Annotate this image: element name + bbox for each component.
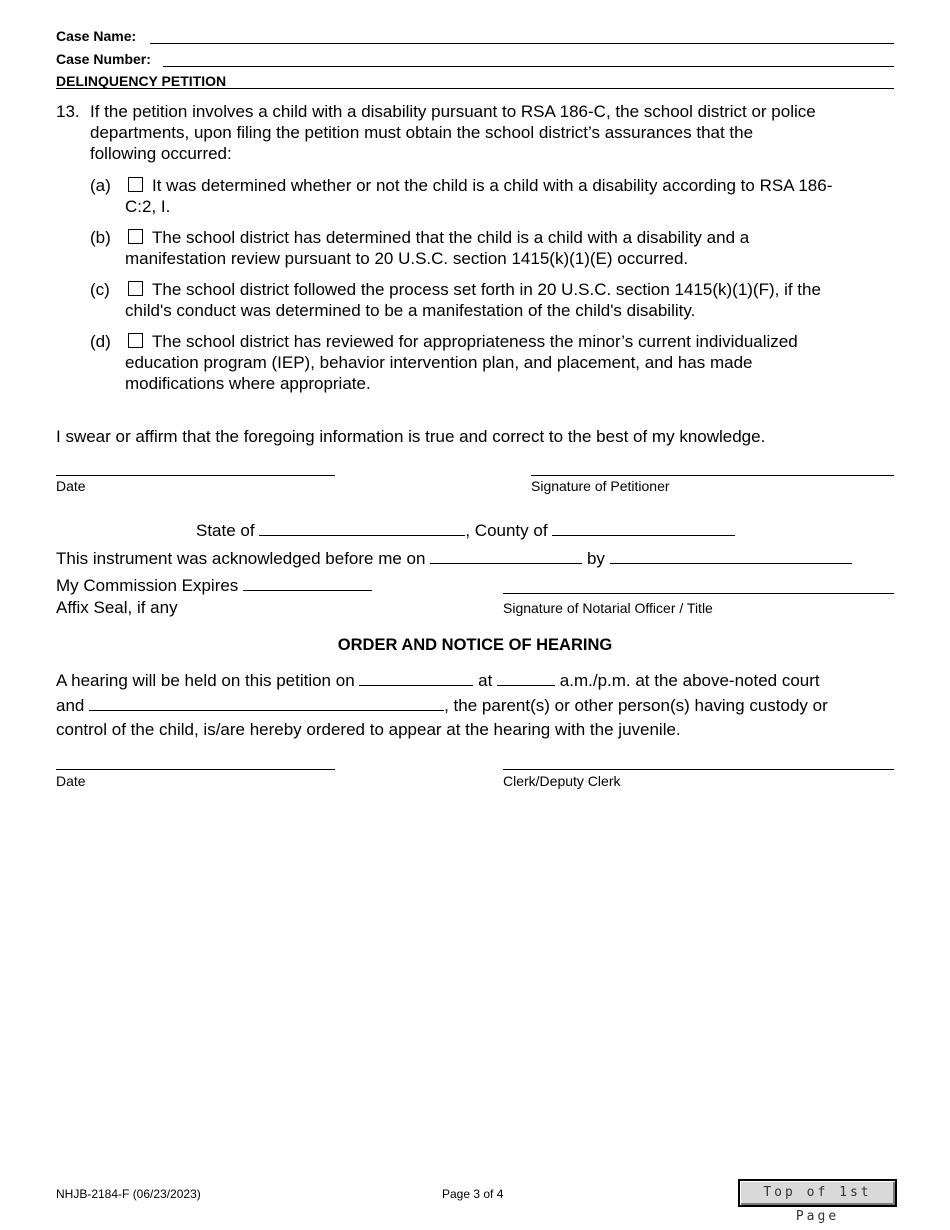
option-a-checkbox[interactable] [128, 177, 143, 192]
option-b-letter: (b) [90, 228, 111, 247]
form-title: DELINQUENCY PETITION [56, 73, 227, 89]
page-number: Page 3 of 4 [442, 1187, 504, 1201]
option-d-line2: education program (IEP), behavior intervention plan, and placement, and has made [125, 353, 753, 372]
clerk-signature-label: Clerk/Deputy Clerk [503, 773, 621, 789]
hearing-row-1: A hearing will be held on this petition on at a.m./p.m. at the above-noted court [56, 671, 820, 690]
option-c-checkbox[interactable] [128, 281, 143, 296]
hearing-court-field[interactable] [89, 694, 444, 711]
form-id: NHJB-2184-F (06/23/2023) [56, 1187, 201, 1201]
commission-row [56, 574, 372, 596]
order-date-field[interactable] [56, 769, 335, 770]
affix-seal-label: Affix Seal, if any [56, 598, 178, 617]
option-a-line1: It was determined whether or not the child is a child with a disability according to RSA 186- [152, 176, 833, 195]
commission-expires-field[interactable] [243, 574, 372, 591]
option-b-line1: The school district has determined that the child is a child with a disability and a [152, 228, 750, 247]
option-d-line1: The school district has reviewed for appropriateness the minor’s current individualized [152, 332, 798, 351]
petitioner-signature-field[interactable] [531, 475, 894, 476]
acknowledged-label: This instrument was acknowledged before me on [56, 549, 426, 568]
option-d-letter: (d) [90, 332, 111, 351]
hearing-row-2: and , the parent(s) or other person(s) having custody or [56, 696, 828, 715]
option-a-letter: (a) [90, 176, 111, 195]
by-label: by [586, 549, 605, 568]
option-c-line1: The school district followed the process set forth in 20 U.S.C. section 1415(k)(1)(F), if the [152, 280, 821, 299]
notary-signature-field[interactable] [503, 593, 894, 594]
order-date-label: Date [56, 773, 86, 789]
option-b-line2: manifestation review pursuant to 20 U.S.C. section 1415(k)(1)(E) occurred. [125, 249, 689, 268]
hearing-row-3: control of the child, is/are hereby ordered to appear at the hearing with the juvenile. [56, 720, 681, 739]
option-c-line2: child's conduct was determined to be a manifestation of the child's disability. [125, 301, 696, 320]
item-13-number: 13. [56, 102, 80, 121]
acknowledged-row [56, 547, 852, 569]
clerk-signature-field[interactable] [503, 769, 894, 770]
petition-date-label: Date [56, 478, 86, 494]
state-field[interactable] [259, 519, 465, 536]
order-heading: ORDER AND NOTICE OF HEARING [337, 636, 613, 654]
petition-date-field[interactable] [56, 475, 335, 476]
header-divider [56, 88, 894, 89]
option-c-letter: (c) [90, 280, 110, 299]
option-d-line3: modifications where appropriate. [125, 374, 371, 393]
county-field[interactable] [552, 519, 735, 536]
case-number-field[interactable] [163, 66, 894, 67]
affirmation-text: I swear or affirm that the foregoing information is true and correct to the best of my knowledge. [56, 427, 766, 446]
petitioner-signature-label: Signature of Petitioner [531, 478, 670, 494]
hearing-date-field[interactable] [359, 669, 473, 686]
notary-state-county-row [196, 519, 735, 541]
case-name-field[interactable] [150, 43, 894, 44]
option-b-checkbox[interactable] [128, 229, 143, 244]
notary-signature-label: Signature of Notarial Officer / Title [503, 600, 713, 616]
case-name-label: Case Name: [56, 28, 137, 44]
state-of-label: State of [196, 521, 255, 540]
item-13-text: If the petition involves a child with a disability pursuant to RSA 186-C, the school district or police departments, upon filing the petition must obtain the school district’s assurances that the following occurred: [90, 102, 816, 163]
commission-label: My Commission Expires [56, 576, 239, 595]
case-number-label: Case Number: [56, 51, 151, 67]
county-of-label: , County of [465, 521, 548, 540]
top-of-first-page-button[interactable]: Top of 1st Page [738, 1179, 897, 1207]
acknowledged-date-field[interactable] [430, 547, 582, 564]
hearing-time-field[interactable] [497, 669, 555, 686]
acknowledged-by-field[interactable] [610, 547, 852, 564]
option-a-line2: C:2, I. [125, 197, 171, 216]
option-d-checkbox[interactable] [128, 333, 143, 348]
